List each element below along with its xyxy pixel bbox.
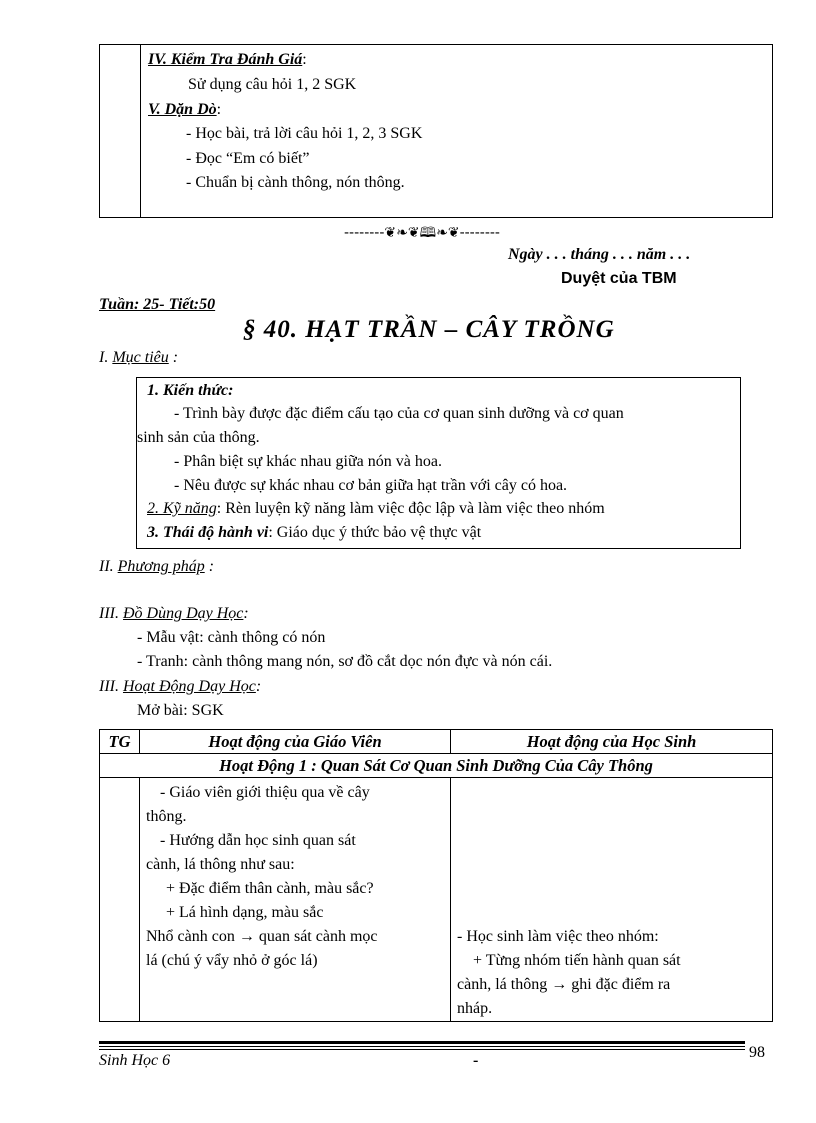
- section-label: III.: [99, 605, 119, 622]
- intro-text: Mở bài: SGK: [137, 702, 224, 719]
- section-4-heading: [99, 678, 261, 696]
- review-item: - Đọc “Em có biết”: [186, 150, 310, 167]
- section-label: III.: [99, 678, 119, 695]
- section-iv-heading: [148, 51, 307, 69]
- teacher-line: + Lá hình dạng, màu sắc: [166, 904, 324, 921]
- section-title: Hoạt Động Dạy Học: [122, 678, 256, 695]
- section-suffix: :: [255, 678, 262, 695]
- skill-label: 2. Kỹ năng: [147, 500, 217, 517]
- footer-dash: -: [473, 1052, 479, 1069]
- page-number: 98: [749, 1044, 765, 1061]
- skill-line: [147, 500, 605, 518]
- activity-title-row: [100, 754, 773, 778]
- section-suffix: :: [243, 605, 249, 622]
- teacher-line: lá (chú ý vẩy nhỏ ở góc lá): [146, 952, 318, 969]
- table-header-row: [100, 730, 773, 754]
- material-item: - Tranh: cành thông mang nón, sơ đồ cắt dọc nón đực và nón cái.: [137, 653, 553, 670]
- footer-rule: [99, 1046, 745, 1047]
- student-line: + Từng nhóm tiến hành quan sát: [473, 952, 681, 969]
- section-label: I.: [99, 349, 109, 366]
- section-v-colon: :: [216, 101, 222, 118]
- knowledge-line: - Nêu được sự khác nhau cơ bản giữa hạt trần với cây có hoa.: [174, 477, 568, 494]
- section-title: Đồ Dùng Dạy Học: [122, 605, 244, 622]
- teacher-line: - Giáo viên giới thiệu qua về cây: [160, 784, 370, 801]
- student-cell: [451, 778, 773, 1022]
- teacher-line: thông.: [146, 808, 187, 825]
- section-1-heading: [99, 349, 178, 367]
- student-line: nháp.: [457, 1000, 493, 1017]
- date-line: Ngày . . . tháng . . . năm . . .: [508, 246, 691, 263]
- section-suffix: :: [204, 558, 215, 575]
- lesson-title: § 40. HẠT TRẦN – CÂY TRỒNG: [243, 316, 615, 343]
- footer-subject: Sinh Học 6: [99, 1052, 171, 1069]
- section-title: Phương pháp: [117, 558, 205, 575]
- skill-text: : Rèn luyện kỹ năng làm việc độc lập và làm việc theo nhóm: [216, 500, 605, 517]
- objectives-box: [136, 377, 741, 549]
- header-tg: TG: [100, 730, 140, 754]
- footer-rule: [99, 1041, 745, 1044]
- knowledge-line: - Trình bày được đặc điểm cấu tạo của cơ quan sinh dưỡng và cơ quan: [174, 405, 624, 422]
- header-student: Hoạt động của Học Sinh: [451, 730, 773, 754]
- section-v-heading: [148, 101, 221, 119]
- review-box: [99, 44, 773, 218]
- teacher-line: cành, lá thông như sau:: [146, 856, 295, 873]
- section-label: II.: [99, 558, 114, 575]
- header-teacher: Hoạt động của Giáo Viên: [140, 730, 451, 754]
- student-line: cành, lá thông → ghi đặc điểm ra: [457, 976, 671, 993]
- section-iv-title: IV. Kiểm Tra Đánh Giá: [148, 51, 303, 68]
- teacher-line: Nhổ cành con → quan sát cành mọc: [146, 928, 378, 945]
- knowledge-line: - Phân biệt sự khác nhau giữa nón và hoa.: [174, 453, 442, 470]
- review-item: - Học bài, trả lời câu hỏi 1, 2, 3 SGK: [186, 125, 423, 142]
- activity-title: Hoạt Động 1 : Quan Sát Cơ Quan Sinh Dưỡng Của Cây Thông: [100, 754, 773, 778]
- section-suffix: :: [168, 349, 179, 366]
- knowledge-line: sinh sản của thông.: [137, 429, 260, 446]
- column-divider: [140, 45, 141, 217]
- section-v-title: V. Dặn Dò: [148, 101, 217, 118]
- attitude-text: : Giáo dục ý thức bảo vệ thực vật: [268, 524, 482, 541]
- section-iv-text: Sử dụng câu hỏi 1, 2 SGK: [188, 76, 357, 93]
- section-title: Mục tiêu: [112, 349, 169, 366]
- footer-rule: [99, 1049, 745, 1050]
- section-iv-colon: :: [302, 51, 307, 68]
- knowledge-title: 1. Kiến thức:: [147, 382, 234, 399]
- review-item: - Chuẩn bị cành thông, nón thông.: [186, 174, 405, 191]
- teacher-cell: [140, 778, 451, 1022]
- teacher-line: - Hướng dẫn học sinh quan sát: [160, 832, 356, 849]
- activity-table: [99, 729, 773, 1022]
- week-lesson: Tuần: 25- Tiết:50: [99, 296, 216, 313]
- tg-cell: [100, 778, 140, 1022]
- section-2-heading: [99, 558, 214, 576]
- table-row: [100, 778, 773, 1022]
- attitude-line: [147, 524, 481, 542]
- section-3-heading: [99, 605, 249, 623]
- teacher-line: + Đặc điểm thân cành, màu sắc?: [166, 880, 374, 897]
- approval-label: Duyệt của TBM: [561, 270, 677, 287]
- ornament-separator: --------❦❧❦🕮❧❦--------: [344, 225, 500, 241]
- student-line: - Học sinh làm việc theo nhóm:: [457, 928, 659, 945]
- attitude-label: 3. Thái độ hành vi: [147, 524, 269, 541]
- material-item: - Mẫu vật: cành thông có nón: [137, 629, 326, 646]
